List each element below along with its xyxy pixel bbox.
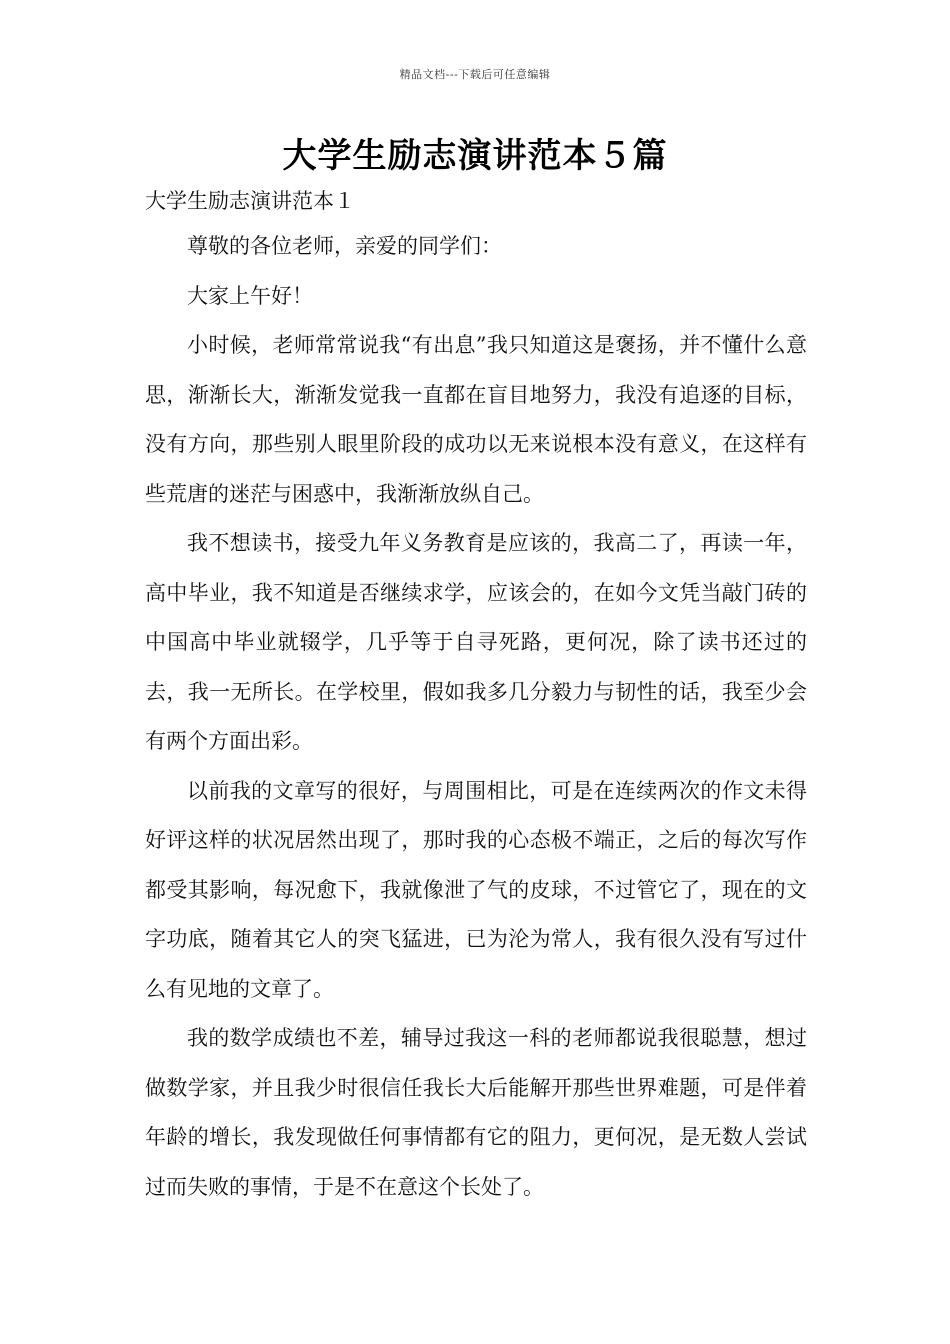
paragraph: 小时候，老师常常说我“有出息”我只知道这是褒扬，并不懂什么意思，渐渐长大，渐渐发觉我一直都在盲目地努力，我没有追逐的目标，没有方向，那些别人眼里阶段的成功以无来说根本没有意义，在这样有些荒唐的迷茫与困惑中，我渐渐放纵自己。: [145, 333, 807, 506]
salutation: 尊敬的各位老师，亲爱的同学们：: [187, 234, 502, 258]
section-heading: 大学生励志演讲范本１: [145, 189, 355, 213]
document-body: [145, 180, 807, 1212]
paragraph: 以前我的文章写的很好，与周围相比，可是在连续两次的作文未得好评这样的状况居然出现了，那时我的心态极不端正，之后的每次写作都受其影响，每况愈下，我就像泄了气的皮球，不过管它了，现在的文字功底，随着其它人的突飞猛进，已为沦为常人，我有很久没有写过什么有见地的文章了。: [145, 778, 807, 1001]
paragraph: 我的数学成绩也不差，辅导过我这一科的老师都说我很聪慧，想过做数学家，并且我少时很信任我长大后能解开那些世界难题，可是伴着年龄的增长，我发现做任何事情都有它的阻力，更何况，是无数人尝试过而失败的事情，于是不在意这个长处了。: [145, 1026, 807, 1199]
greeting: 大家上午好！: [187, 283, 313, 308]
document-title: 大学生励志演讲范本５篇: [282, 136, 668, 176]
paragraph: 我不想读书，接受九年义务教育是应该的，我高二了，再读一年，高中毕业，我不知道是否继续求学，应该会的，在如今文凭当敲门砖的中国高中毕业就辍学，几乎等于自寻死路，更何况，除了读书还过的去，我一无所长。在学校里，假如我多几分毅力与韧性的话，我至少会有两个方面出彩。: [145, 531, 807, 753]
header-note: 精品文档---下载后可任意编辑: [399, 68, 551, 81]
